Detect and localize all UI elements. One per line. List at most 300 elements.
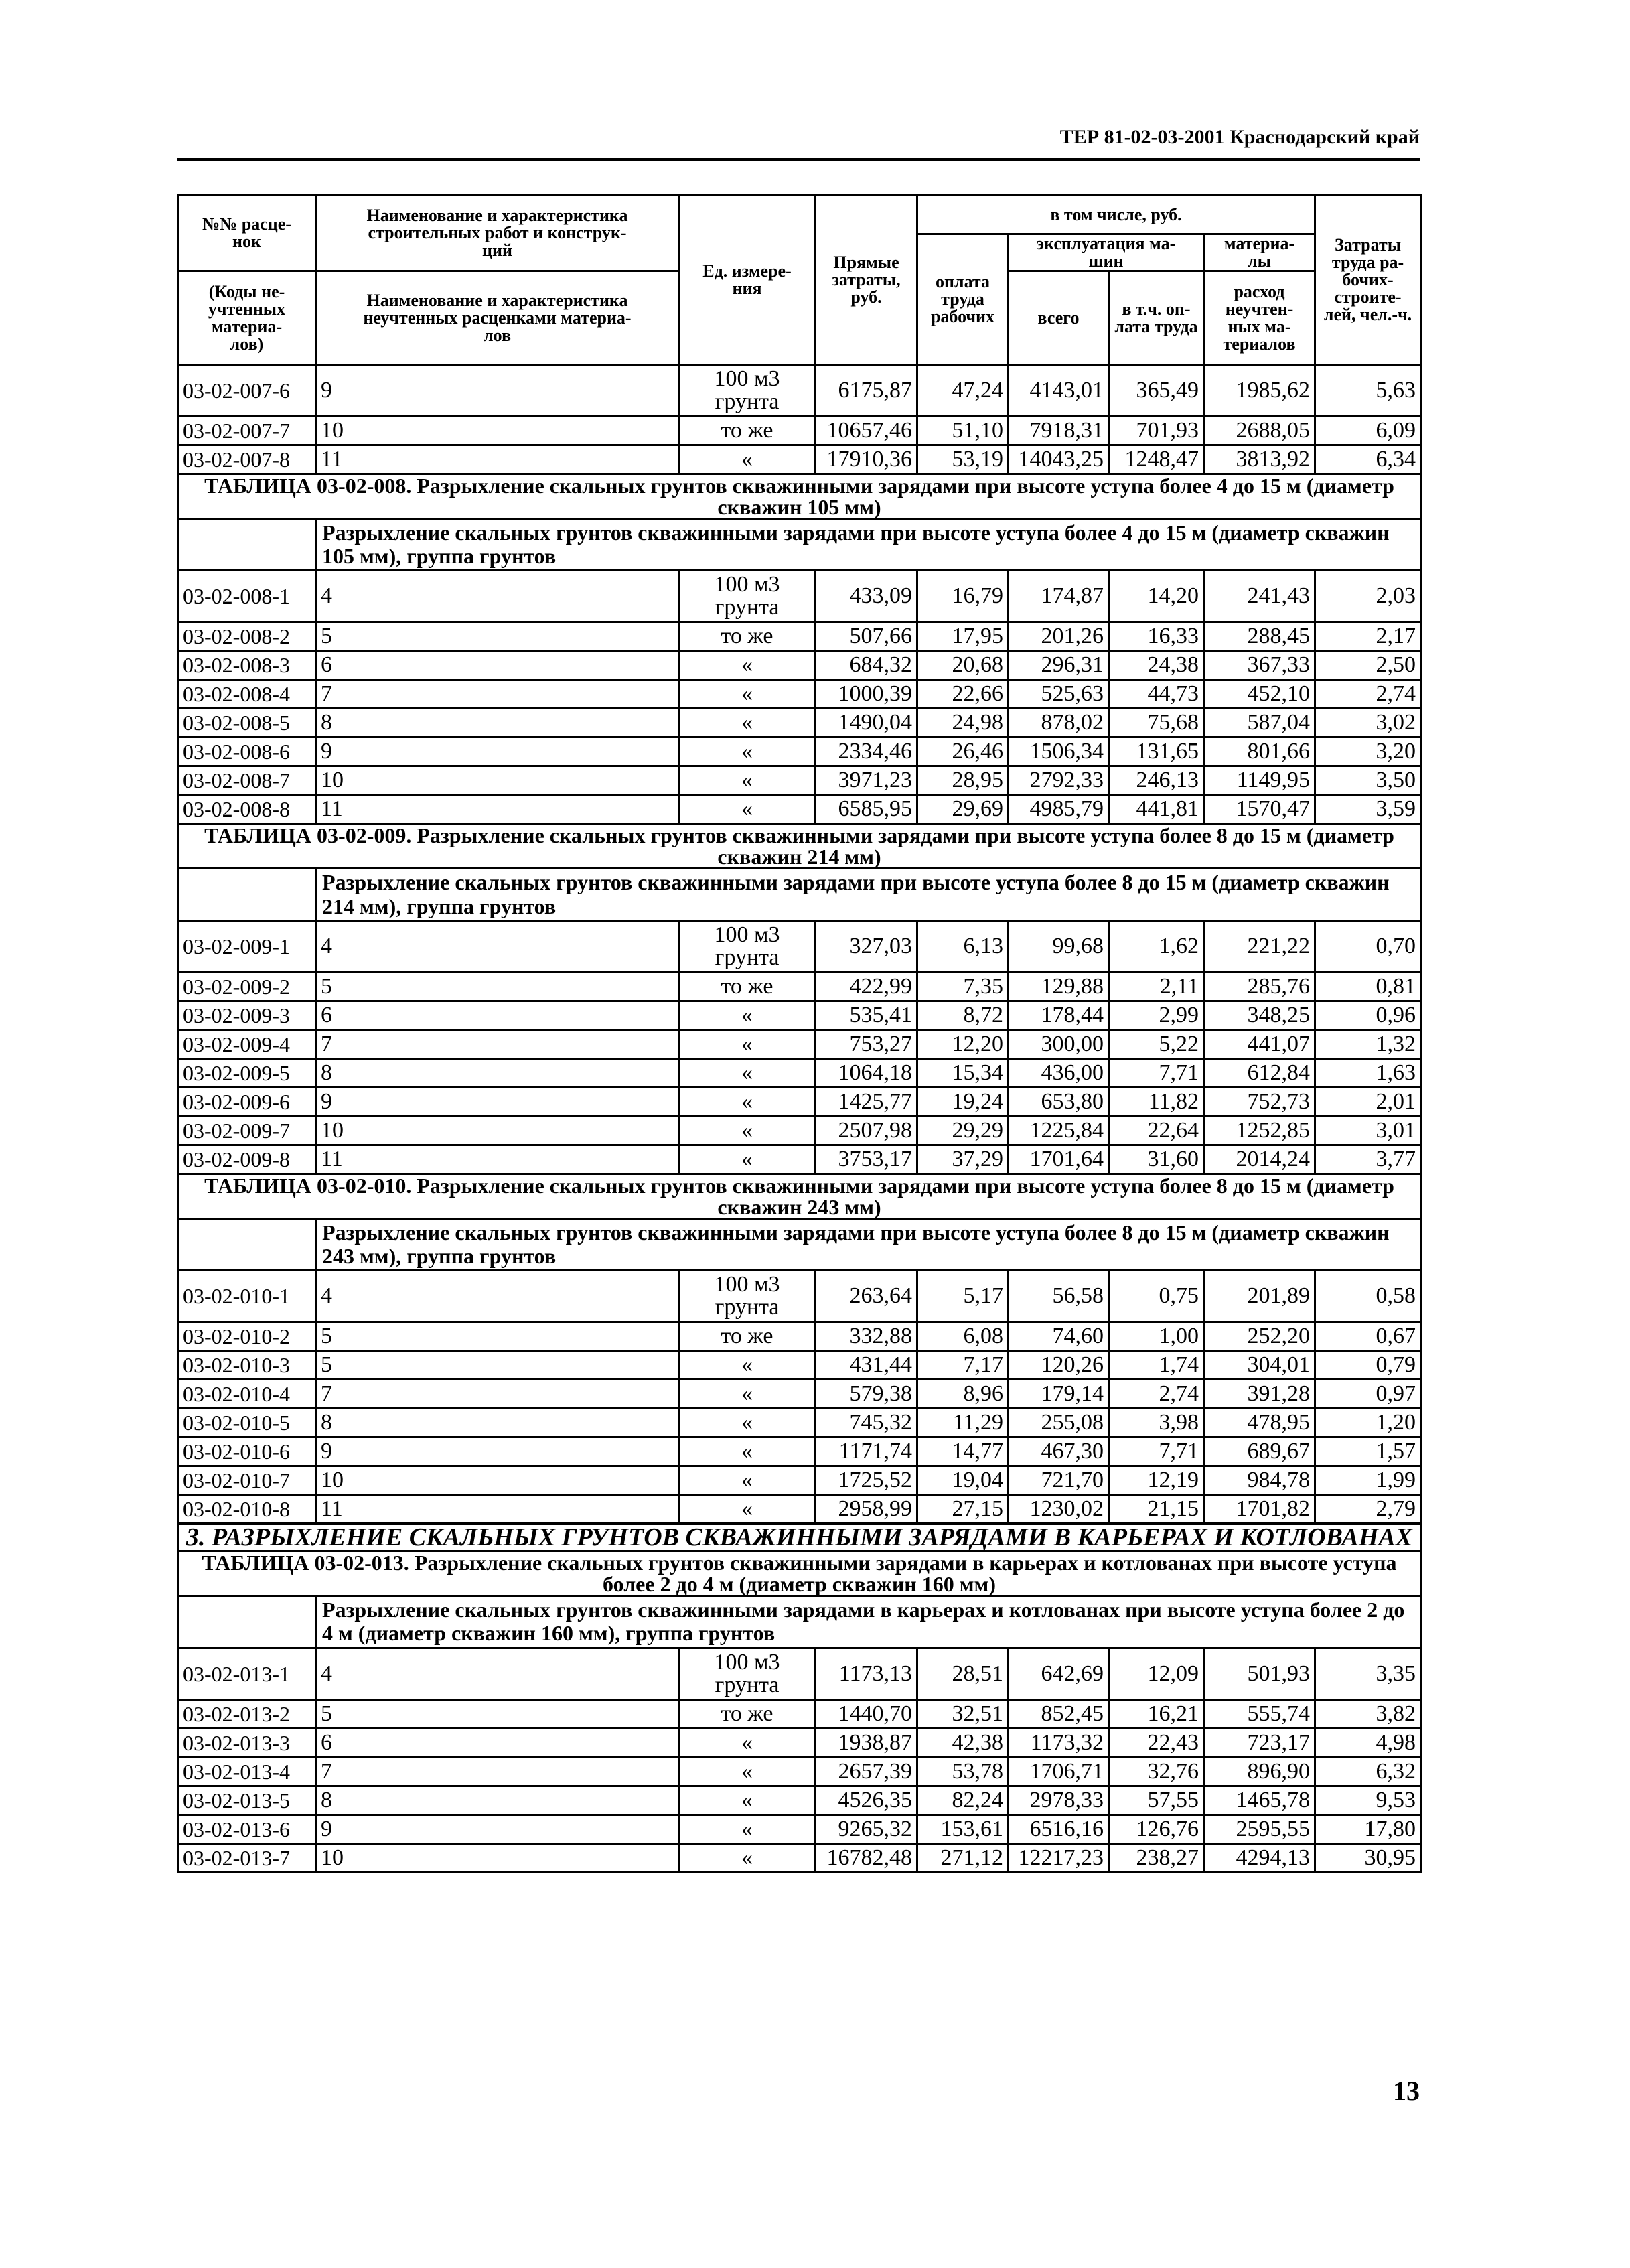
labor-costs: 1,32 xyxy=(1315,1030,1421,1058)
machines-labor: 57,55 xyxy=(1109,1786,1204,1815)
labor-costs: 3,82 xyxy=(1315,1699,1421,1728)
direct-costs: 1000,39 xyxy=(816,680,917,709)
direct-costs: 1173,13 xyxy=(816,1648,917,1699)
machines-total: 99,68 xyxy=(1009,920,1109,972)
labor-costs: 3,02 xyxy=(1315,709,1421,737)
table-row xyxy=(178,737,1421,766)
machines-total: 1230,02 xyxy=(1009,1495,1109,1524)
unit: « xyxy=(679,1116,816,1145)
rate-code: 03-02-009-4 xyxy=(178,1030,316,1058)
rate-code: 03-02-008-8 xyxy=(178,795,316,824)
direct-costs: 3971,23 xyxy=(816,766,917,795)
machines-labor: 1248,47 xyxy=(1109,445,1204,474)
labor-pay: 7,35 xyxy=(917,972,1009,1001)
rates-table xyxy=(177,194,1422,1873)
direct-costs: 433,09 xyxy=(816,571,917,622)
direct-costs: 2507,98 xyxy=(816,1116,917,1145)
soil-group: 11 xyxy=(316,1495,679,1524)
rate-code: 03-02-010-2 xyxy=(178,1322,316,1351)
machines-labor: 31,60 xyxy=(1109,1145,1204,1174)
labor-costs: 3,77 xyxy=(1315,1145,1421,1174)
page-number: 13 xyxy=(1393,2076,1420,2106)
header-name-sub: Наименование и характеристика неучтенных расценками материа- лов xyxy=(316,271,679,365)
soil-group: 5 xyxy=(316,1322,679,1351)
labor-pay: 153,61 xyxy=(917,1815,1009,1843)
table-row xyxy=(178,1351,1421,1380)
rate-code: 03-02-013-5 xyxy=(178,1786,316,1815)
direct-costs: 431,44 xyxy=(816,1351,917,1380)
materials: 896,90 xyxy=(1204,1757,1315,1786)
table-row xyxy=(178,1116,1421,1145)
materials: 2688,05 xyxy=(1204,417,1315,445)
labor-pay: 16,79 xyxy=(917,571,1009,622)
machines-labor: 5,22 xyxy=(1109,1030,1204,1058)
machines-labor: 22,43 xyxy=(1109,1728,1204,1757)
labor-pay: 51,10 xyxy=(917,417,1009,445)
soil-group: 4 xyxy=(316,571,679,622)
direct-costs: 327,03 xyxy=(816,920,917,972)
rate-code: 03-02-010-8 xyxy=(178,1495,316,1524)
labor-pay: 6,13 xyxy=(917,920,1009,972)
table-title: ТАБЛИЦА 03-02-010. Разрыхление скальных грунтов скважинными зарядами при высоте уступа более 8 до 15 м (диаметр скважин 243 мм) xyxy=(178,1174,1421,1218)
labor-pay: 8,96 xyxy=(917,1380,1009,1409)
table-row xyxy=(178,1843,1421,1872)
soil-group: 9 xyxy=(316,365,679,417)
direct-costs: 6585,95 xyxy=(816,795,917,824)
labor-pay: 32,51 xyxy=(917,1699,1009,1728)
direct-costs: 2958,99 xyxy=(816,1495,917,1524)
machines-labor: 11,82 xyxy=(1109,1087,1204,1116)
direct-costs: 1440,70 xyxy=(816,1699,917,1728)
soil-group: 7 xyxy=(316,680,679,709)
rate-code: 03-02-013-6 xyxy=(178,1815,316,1843)
soil-group: 5 xyxy=(316,972,679,1001)
materials: 441,07 xyxy=(1204,1030,1315,1058)
materials: 801,66 xyxy=(1204,737,1315,766)
materials: 221,22 xyxy=(1204,920,1315,972)
labor-pay: 15,34 xyxy=(917,1058,1009,1087)
soil-group: 6 xyxy=(316,651,679,680)
labor-costs: 6,34 xyxy=(1315,445,1421,474)
direct-costs: 422,99 xyxy=(816,972,917,1001)
machines-total: 255,08 xyxy=(1009,1409,1109,1437)
labor-pay: 11,29 xyxy=(917,1409,1009,1437)
machines-total: 653,80 xyxy=(1009,1087,1109,1116)
header-name: Наименование и характеристика строительных работ и конструк- ций xyxy=(316,196,679,271)
rate-code: 03-02-008-1 xyxy=(178,571,316,622)
rate-code: 03-02-008-4 xyxy=(178,680,316,709)
labor-pay: 271,12 xyxy=(917,1843,1009,1872)
header-code-sub: (Коды не- учтенных материа- лов) xyxy=(178,271,316,365)
unit: « xyxy=(679,709,816,737)
soil-group: 6 xyxy=(316,1001,679,1030)
table-subtitle-row xyxy=(178,1596,1421,1648)
table-row xyxy=(178,1466,1421,1495)
table-subtitle-spacer xyxy=(178,519,316,571)
direct-costs: 1490,04 xyxy=(816,709,917,737)
soil-group: 9 xyxy=(316,737,679,766)
labor-pay: 20,68 xyxy=(917,651,1009,680)
materials: 689,67 xyxy=(1204,1437,1315,1466)
machines-labor: 1,62 xyxy=(1109,920,1204,972)
unit: « xyxy=(679,1728,816,1757)
labor-costs: 3,35 xyxy=(1315,1648,1421,1699)
table-row xyxy=(178,1786,1421,1815)
header-machines: эксплуатация ма- шин xyxy=(1009,234,1204,271)
soil-group: 5 xyxy=(316,622,679,651)
rate-code: 03-02-008-7 xyxy=(178,766,316,795)
header-labor-pay: оплата труда рабочих xyxy=(917,234,1009,365)
rate-code: 03-02-013-7 xyxy=(178,1843,316,1872)
machines-total: 4143,01 xyxy=(1009,365,1109,417)
rate-code: 03-02-007-6 xyxy=(178,365,316,417)
machines-total: 7918,31 xyxy=(1009,417,1109,445)
direct-costs: 10657,46 xyxy=(816,417,917,445)
header-rule xyxy=(177,158,1420,161)
table-row xyxy=(178,1757,1421,1786)
machines-total: 2792,33 xyxy=(1009,766,1109,795)
table-subtitle-row xyxy=(178,519,1421,571)
rate-code: 03-02-009-1 xyxy=(178,920,316,972)
labor-pay: 19,04 xyxy=(917,1466,1009,1495)
soil-group: 10 xyxy=(316,1116,679,1145)
machines-total: 56,58 xyxy=(1009,1271,1109,1322)
rate-code: 03-02-009-7 xyxy=(178,1116,316,1145)
header-machines-total: всего xyxy=(1009,271,1109,365)
materials: 201,89 xyxy=(1204,1271,1315,1322)
unit: « xyxy=(679,1087,816,1116)
machines-labor: 126,76 xyxy=(1109,1815,1204,1843)
materials: 2014,24 xyxy=(1204,1145,1315,1174)
machines-total: 129,88 xyxy=(1009,972,1109,1001)
materials: 1701,82 xyxy=(1204,1495,1315,1524)
direct-costs: 745,32 xyxy=(816,1409,917,1437)
table-title: ТАБЛИЦА 03-02-009. Разрыхление скальных грунтов скважинными зарядами при высоте уступа более 8 до 15 м (диаметр скважин 214 мм) xyxy=(178,824,1421,869)
labor-costs: 0,96 xyxy=(1315,1001,1421,1030)
labor-pay: 29,29 xyxy=(917,1116,1009,1145)
labor-pay: 42,38 xyxy=(917,1728,1009,1757)
labor-pay: 28,51 xyxy=(917,1648,1009,1699)
machines-labor: 365,49 xyxy=(1109,365,1204,417)
table-row xyxy=(178,1815,1421,1843)
machines-labor: 131,65 xyxy=(1109,737,1204,766)
table-row xyxy=(178,1380,1421,1409)
direct-costs: 332,88 xyxy=(816,1322,917,1351)
labor-costs: 0,58 xyxy=(1315,1271,1421,1322)
rate-code: 03-02-009-6 xyxy=(178,1087,316,1116)
rate-code: 03-02-009-8 xyxy=(178,1145,316,1174)
machines-total: 178,44 xyxy=(1009,1001,1109,1030)
rate-code: 03-02-013-2 xyxy=(178,1699,316,1728)
table-row xyxy=(178,795,1421,824)
header-labor-costs: Затраты труда ра- бочих- строите- лей, чел.-ч. xyxy=(1315,196,1421,365)
rate-code: 03-02-013-3 xyxy=(178,1728,316,1757)
materials: 501,93 xyxy=(1204,1648,1315,1699)
materials: 555,74 xyxy=(1204,1699,1315,1728)
materials: 241,43 xyxy=(1204,571,1315,622)
table-title: ТАБЛИЦА 03-02-008. Разрыхление скальных грунтов скважинными зарядами при высоте уступа более 4 до 15 м (диаметр скважин 105 мм) xyxy=(178,474,1421,519)
soil-group: 10 xyxy=(316,1466,679,1495)
table-title: ТАБЛИЦА 03-02-013. Разрыхление скальных грунтов скважинными зарядами в карьерах и котлованах при высоте уступа более 2 до 4 м (диаметр скважин 160 мм) xyxy=(178,1551,1421,1596)
labor-costs: 30,95 xyxy=(1315,1843,1421,1872)
unit: то же xyxy=(679,417,816,445)
unit: 100 м3 грунта xyxy=(679,1271,816,1322)
machines-labor: 16,21 xyxy=(1109,1699,1204,1728)
table-title-row xyxy=(178,474,1421,519)
direct-costs: 3753,17 xyxy=(816,1145,917,1174)
soil-group: 8 xyxy=(316,1786,679,1815)
unit: « xyxy=(679,737,816,766)
labor-pay: 7,17 xyxy=(917,1351,1009,1380)
machines-total: 1701,64 xyxy=(1009,1145,1109,1174)
rate-code: 03-02-008-6 xyxy=(178,737,316,766)
labor-costs: 1,20 xyxy=(1315,1409,1421,1437)
unit: то же xyxy=(679,1699,816,1728)
materials: 288,45 xyxy=(1204,622,1315,651)
soil-group: 7 xyxy=(316,1757,679,1786)
table-row xyxy=(178,1728,1421,1757)
table-row xyxy=(178,1409,1421,1437)
labor-pay: 8,72 xyxy=(917,1001,1009,1030)
machines-labor: 701,93 xyxy=(1109,417,1204,445)
labor-costs: 2,03 xyxy=(1315,571,1421,622)
table-title-row xyxy=(178,824,1421,869)
labor-pay: 22,66 xyxy=(917,680,1009,709)
section-heading-row xyxy=(178,1524,1421,1551)
machines-total: 1706,71 xyxy=(1009,1757,1109,1786)
labor-costs: 0,81 xyxy=(1315,972,1421,1001)
soil-group: 10 xyxy=(316,417,679,445)
header-direct-costs: Прямые затраты, руб. xyxy=(816,196,917,365)
machines-labor: 7,71 xyxy=(1109,1058,1204,1087)
machines-labor: 32,76 xyxy=(1109,1757,1204,1786)
labor-pay: 19,24 xyxy=(917,1087,1009,1116)
direct-costs: 1938,87 xyxy=(816,1728,917,1757)
machines-total: 14043,25 xyxy=(1009,445,1109,474)
machines-labor: 1,74 xyxy=(1109,1351,1204,1380)
unit: « xyxy=(679,1351,816,1380)
unit: « xyxy=(679,445,816,474)
rate-code: 03-02-010-5 xyxy=(178,1409,316,1437)
table-row xyxy=(178,1322,1421,1351)
machines-labor: 246,13 xyxy=(1109,766,1204,795)
materials: 367,33 xyxy=(1204,651,1315,680)
table-row xyxy=(178,445,1421,474)
rate-code: 03-02-007-7 xyxy=(178,417,316,445)
labor-costs: 3,50 xyxy=(1315,766,1421,795)
machines-labor: 0,75 xyxy=(1109,1271,1204,1322)
soil-group: 9 xyxy=(316,1087,679,1116)
direct-costs: 4526,35 xyxy=(816,1786,917,1815)
soil-group: 11 xyxy=(316,795,679,824)
table-title-row xyxy=(178,1174,1421,1218)
unit: « xyxy=(679,1757,816,1786)
table-subtitle-row xyxy=(178,1218,1421,1270)
machines-total: 852,45 xyxy=(1009,1699,1109,1728)
table-subtitle-spacer xyxy=(178,1218,316,1270)
machines-total: 1506,34 xyxy=(1009,737,1109,766)
unit: 100 м3 грунта xyxy=(679,1648,816,1699)
materials: 587,04 xyxy=(1204,709,1315,737)
table-row xyxy=(178,680,1421,709)
table-row xyxy=(178,709,1421,737)
unit: « xyxy=(679,795,816,824)
materials: 285,76 xyxy=(1204,972,1315,1001)
labor-costs: 2,79 xyxy=(1315,1495,1421,1524)
table-header xyxy=(178,196,1421,365)
unit: « xyxy=(679,766,816,795)
soil-group: 6 xyxy=(316,1728,679,1757)
materials: 252,20 xyxy=(1204,1322,1315,1351)
table-subtitle-spacer xyxy=(178,869,316,920)
labor-pay: 28,95 xyxy=(917,766,1009,795)
labor-pay: 82,24 xyxy=(917,1786,1009,1815)
labor-costs: 4,98 xyxy=(1315,1728,1421,1757)
materials: 1252,85 xyxy=(1204,1116,1315,1145)
soil-group: 9 xyxy=(316,1437,679,1466)
materials: 478,95 xyxy=(1204,1409,1315,1437)
labor-costs: 9,53 xyxy=(1315,1786,1421,1815)
machines-labor: 44,73 xyxy=(1109,680,1204,709)
rate-code: 03-02-013-4 xyxy=(178,1757,316,1786)
direct-costs: 17910,36 xyxy=(816,445,917,474)
machines-total: 12217,23 xyxy=(1009,1843,1109,1872)
header-machines-labor: в т.ч. оп- лата труда xyxy=(1109,271,1204,365)
labor-costs: 3,59 xyxy=(1315,795,1421,824)
unit: 100 м3 грунта xyxy=(679,571,816,622)
labor-costs: 17,80 xyxy=(1315,1815,1421,1843)
materials: 391,28 xyxy=(1204,1380,1315,1409)
materials: 1985,62 xyxy=(1204,365,1315,417)
machines-labor: 14,20 xyxy=(1109,571,1204,622)
machines-total: 300,00 xyxy=(1009,1030,1109,1058)
labor-costs: 0,79 xyxy=(1315,1351,1421,1380)
unit: « xyxy=(679,1495,816,1524)
unit: « xyxy=(679,1001,816,1030)
document-header: ТЕР 81-02-03-2001 Краснодарский край xyxy=(1059,126,1420,148)
materials: 1570,47 xyxy=(1204,795,1315,824)
direct-costs: 507,66 xyxy=(816,622,917,651)
rate-code: 03-02-010-4 xyxy=(178,1380,316,1409)
labor-pay: 6,08 xyxy=(917,1322,1009,1351)
machines-labor: 2,99 xyxy=(1109,1001,1204,1030)
soil-group: 10 xyxy=(316,766,679,795)
labor-costs: 0,97 xyxy=(1315,1380,1421,1409)
table-row xyxy=(178,766,1421,795)
table-subtitle-spacer xyxy=(178,1596,316,1648)
header-unit: Ед. измере- ния xyxy=(679,196,816,365)
soil-group: 10 xyxy=(316,1843,679,1872)
rate-code: 03-02-008-2 xyxy=(178,622,316,651)
direct-costs: 2657,39 xyxy=(816,1757,917,1786)
machines-labor: 1,00 xyxy=(1109,1322,1204,1351)
soil-group: 4 xyxy=(316,1648,679,1699)
soil-group: 8 xyxy=(316,709,679,737)
soil-group: 9 xyxy=(316,1815,679,1843)
labor-pay: 26,46 xyxy=(917,737,1009,766)
direct-costs: 263,64 xyxy=(816,1271,917,1322)
rate-code: 03-02-010-7 xyxy=(178,1466,316,1495)
machines-total: 4985,79 xyxy=(1009,795,1109,824)
labor-costs: 1,57 xyxy=(1315,1437,1421,1466)
direct-costs: 1425,77 xyxy=(816,1087,917,1116)
table-row xyxy=(178,1699,1421,1728)
machines-labor: 2,74 xyxy=(1109,1380,1204,1409)
materials: 752,73 xyxy=(1204,1087,1315,1116)
machines-labor: 22,64 xyxy=(1109,1116,1204,1145)
table-body xyxy=(178,365,1421,1873)
direct-costs: 753,27 xyxy=(816,1030,917,1058)
machines-labor: 12,19 xyxy=(1109,1466,1204,1495)
machines-total: 878,02 xyxy=(1009,709,1109,737)
labor-pay: 47,24 xyxy=(917,365,1009,417)
labor-pay: 53,78 xyxy=(917,1757,1009,1786)
rate-code: 03-02-008-5 xyxy=(178,709,316,737)
unit: « xyxy=(679,1145,816,1174)
soil-group: 4 xyxy=(316,1271,679,1322)
labor-costs: 6,32 xyxy=(1315,1757,1421,1786)
soil-group: 5 xyxy=(316,1699,679,1728)
rate-code: 03-02-010-1 xyxy=(178,1271,316,1322)
materials: 304,01 xyxy=(1204,1351,1315,1380)
materials: 348,25 xyxy=(1204,1001,1315,1030)
materials: 984,78 xyxy=(1204,1466,1315,1495)
unit: « xyxy=(679,1030,816,1058)
section-heading: 3. РАЗРЫХЛЕНИЕ СКАЛЬНЫХ ГРУНТОВ СКВАЖИННЫМИ ЗАРЯДАМИ В КАРЬЕРАХ И КОТЛОВАНАХ xyxy=(178,1524,1421,1551)
table-row xyxy=(178,1001,1421,1030)
rate-code: 03-02-013-1 xyxy=(178,1648,316,1699)
labor-costs: 3,20 xyxy=(1315,737,1421,766)
unit: « xyxy=(679,1466,816,1495)
labor-pay: 12,20 xyxy=(917,1030,1009,1058)
unit: то же xyxy=(679,622,816,651)
labor-pay: 17,95 xyxy=(917,622,1009,651)
unit: 100 м3 грунта xyxy=(679,365,816,417)
unit: то же xyxy=(679,972,816,1001)
unit: « xyxy=(679,1437,816,1466)
machines-total: 1225,84 xyxy=(1009,1116,1109,1145)
machines-labor: 16,33 xyxy=(1109,622,1204,651)
machines-labor: 7,71 xyxy=(1109,1437,1204,1466)
machines-total: 6516,16 xyxy=(1009,1815,1109,1843)
labor-pay: 29,69 xyxy=(917,795,1009,824)
direct-costs: 2334,46 xyxy=(816,737,917,766)
labor-costs: 1,99 xyxy=(1315,1466,1421,1495)
soil-group: 7 xyxy=(316,1030,679,1058)
labor-pay: 27,15 xyxy=(917,1495,1009,1524)
table-row xyxy=(178,1145,1421,1174)
machines-total: 1173,32 xyxy=(1009,1728,1109,1757)
soil-group: 5 xyxy=(316,1351,679,1380)
rate-code: 03-02-007-8 xyxy=(178,445,316,474)
labor-costs: 2,01 xyxy=(1315,1087,1421,1116)
labor-costs: 1,63 xyxy=(1315,1058,1421,1087)
machines-labor: 24,38 xyxy=(1109,651,1204,680)
machines-labor: 3,98 xyxy=(1109,1409,1204,1437)
table-row xyxy=(178,1030,1421,1058)
table-subtitle: Разрыхление скальных грунтов скважинными зарядами при высоте уступа более 8 до 15 м (диаметр скважин 243 мм), группа грунтов xyxy=(316,1218,1421,1270)
unit: то же xyxy=(679,1322,816,1351)
materials: 2595,55 xyxy=(1204,1815,1315,1843)
rate-code: 03-02-008-3 xyxy=(178,651,316,680)
table-row xyxy=(178,365,1421,417)
header-including: в том числе, руб. xyxy=(917,196,1315,234)
machines-total: 467,30 xyxy=(1009,1437,1109,1466)
direct-costs: 1725,52 xyxy=(816,1466,917,1495)
table-row xyxy=(178,972,1421,1001)
soil-group: 4 xyxy=(316,920,679,972)
header-code: №№ расце- нок xyxy=(178,196,316,271)
